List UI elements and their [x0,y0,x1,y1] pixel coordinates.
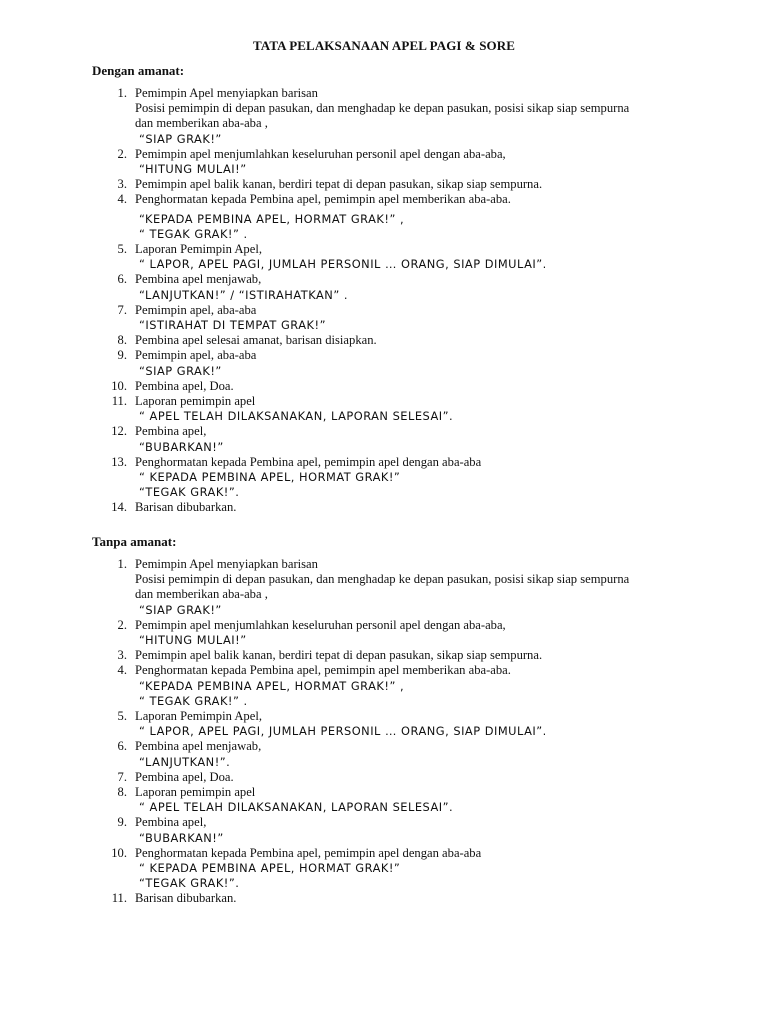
list-item [92,770,732,785]
item-text: Pembina apel, Doa. [135,378,234,393]
item-text: Laporan pemimpin apel [135,394,256,409]
item-text: Pemimpin apel balik kanan, berdiri tepat di depan pasukan, sikap siap sempurna. [135,177,543,192]
list-item [92,891,732,906]
item-number: 10. [111,378,127,393]
item-text: dan memberikan aba-aba , [135,587,268,602]
item-number: 9. [117,815,127,830]
command-line: “ TEGAK GRAK!” . [139,693,248,708]
item-number: 1. [117,557,127,571]
item-number: 8. [117,333,127,348]
item-text: Pemimpin apel, aba-aba [135,302,257,317]
item-number: 2. [117,146,127,161]
list-item [92,709,732,739]
item-number: 1. [117,86,127,100]
item-text: Pembina apel menjawab, [135,739,262,754]
list-item [92,424,732,454]
list-item [92,348,732,378]
item-text: dan memberikan aba-aba , [135,116,268,131]
command-line: “ TEGAK GRAK!” . [139,226,248,241]
item-number: 8. [117,785,127,800]
list-item [92,500,732,515]
item-text: Posisi pemimpin di depan pasukan, dan menghadap ke depan pasukan, posisi sikap siap sempurna [135,101,630,116]
command-line: “BUBARKAN!” [139,439,224,454]
list-item [92,648,732,663]
list-item [92,147,732,177]
command-line: “LANJUTKAN!” / “ISTIRAHATKAN” . [139,287,348,302]
item-number: 11. [111,394,127,409]
item-text: Pembina apel selesai amanat, barisan disiapkan. [135,333,377,348]
item-number: 10. [111,845,127,860]
item-number: 6. [117,272,127,287]
list-item [92,86,732,147]
command-line: “KEPADA PEMBINA APEL, HORMAT GRAK!” , [139,678,405,693]
item-number: 3. [117,177,127,192]
list-item [92,242,732,272]
command-line: “HITUNG MULAI!” [139,633,247,648]
section-heading-dengan-amanat: Dengan amanat: [92,63,185,78]
item-number: 4. [117,663,127,678]
item-number: 6. [117,739,127,754]
list-item [92,785,732,815]
document-title: TATA PELAKSANAAN APEL PAGI & SORE [252,38,515,53]
section-heading-tanpa-amanat: Tanpa amanat: [92,534,177,549]
list-item [92,303,732,333]
command-line: “ LAPOR, APEL PAGI, JUMLAH PERSONIL … ORANG, SIAP DIMULAI”. [139,257,547,272]
list-item [92,379,732,394]
item-text: Pembina apel, [135,815,207,830]
item-number: 2. [117,617,127,632]
list-item [92,815,732,845]
command-line: “BUBARKAN!” [139,830,224,845]
item-text: Penghormatan kepada Pembina apel, pemimpin apel dengan aba-aba [135,454,482,469]
item-text: Penghormatan kepada Pembina apel, pemimpin apel memberikan aba-aba. [135,663,511,678]
item-text: Pembina apel, Doa. [135,769,234,784]
item-number: 7. [117,302,127,317]
item-number: 9. [117,348,127,363]
list-item [92,557,732,618]
item-number: 3. [117,648,127,663]
item-text: Laporan Pemimpin Apel, [135,709,262,724]
list-item [92,455,732,501]
item-number: 14. [111,500,127,515]
procedure-list-dengan-amanat [92,86,732,516]
command-line: “SIAP GRAK!” [139,602,222,617]
item-text: Laporan pemimpin apel [135,785,256,800]
item-text: Penghormatan kepada Pembina apel, pemimpin apel memberikan aba-aba. [135,192,511,207]
item-number: 13. [111,454,127,469]
item-text: Pembina apel, [135,424,207,439]
command-line: “LANJUTKAN!”. [139,754,231,769]
item-number: 12. [111,424,127,439]
list-item [92,618,732,648]
item-text: Penghormatan kepada Pembina apel, pemimpin apel dengan aba-aba [135,845,482,860]
item-text: Pemimpin Apel menyiapkan barisan [135,86,318,100]
list-item [92,663,732,709]
item-text: Barisan dibubarkan. [135,891,237,906]
list-item [92,272,732,302]
list-item [92,846,732,892]
command-line: “SIAP GRAK!” [139,363,222,378]
item-text: Pemimpin apel balik kanan, berdiri tepat di depan pasukan, sikap siap sempurna. [135,648,543,663]
item-text: Barisan dibubarkan. [135,500,237,515]
command-line: “TEGAK GRAK!”. [139,876,240,891]
command-line: “TEGAK GRAK!”. [139,485,240,500]
item-text: Pemimpin apel menjumlahkan keseluruhan personil apel dengan aba-aba, [135,617,506,632]
command-line: “ KEPADA PEMBINA APEL, HORMAT GRAK!” [139,470,401,485]
item-text: Pembina apel menjawab, [135,272,262,287]
procedure-list-tanpa-amanat [92,557,732,907]
item-number: 11. [111,891,127,906]
list-item [92,192,732,242]
item-text: Pemimpin apel menjumlahkan keseluruhan personil apel dengan aba-aba, [135,146,506,161]
item-text: Pemimpin Apel menyiapkan barisan [135,557,318,571]
item-number: 7. [117,769,127,784]
item-number: 5. [117,242,127,257]
command-line: “ISTIRAHAT DI TEMPAT GRAK!” [139,318,326,333]
command-line: “ APEL TELAH DILAKSANAKAN, LAPORAN SELESAI”. [139,409,454,424]
list-item [92,177,732,192]
list-item [92,333,732,348]
item-number: 4. [117,192,127,207]
command-line: “ APEL TELAH DILAKSANAKAN, LAPORAN SELESAI”. [139,800,454,815]
item-text: Posisi pemimpin di depan pasukan, dan menghadap ke depan pasukan, posisi sikap siap sempurna [135,572,630,587]
list-item [92,394,732,424]
list-item [92,739,732,769]
item-text: Pemimpin apel, aba-aba [135,348,257,363]
command-line: “ KEPADA PEMBINA APEL, HORMAT GRAK!” [139,861,401,876]
command-line: “HITUNG MULAI!” [139,162,247,177]
command-line: “ LAPOR, APEL PAGI, JUMLAH PERSONIL … ORANG, SIAP DIMULAI”. [139,724,547,739]
command-line: “SIAP GRAK!” [139,131,222,146]
item-number: 5. [117,709,127,724]
command-line: “KEPADA PEMBINA APEL, HORMAT GRAK!” , [139,211,405,226]
item-text: Laporan Pemimpin Apel, [135,242,262,257]
